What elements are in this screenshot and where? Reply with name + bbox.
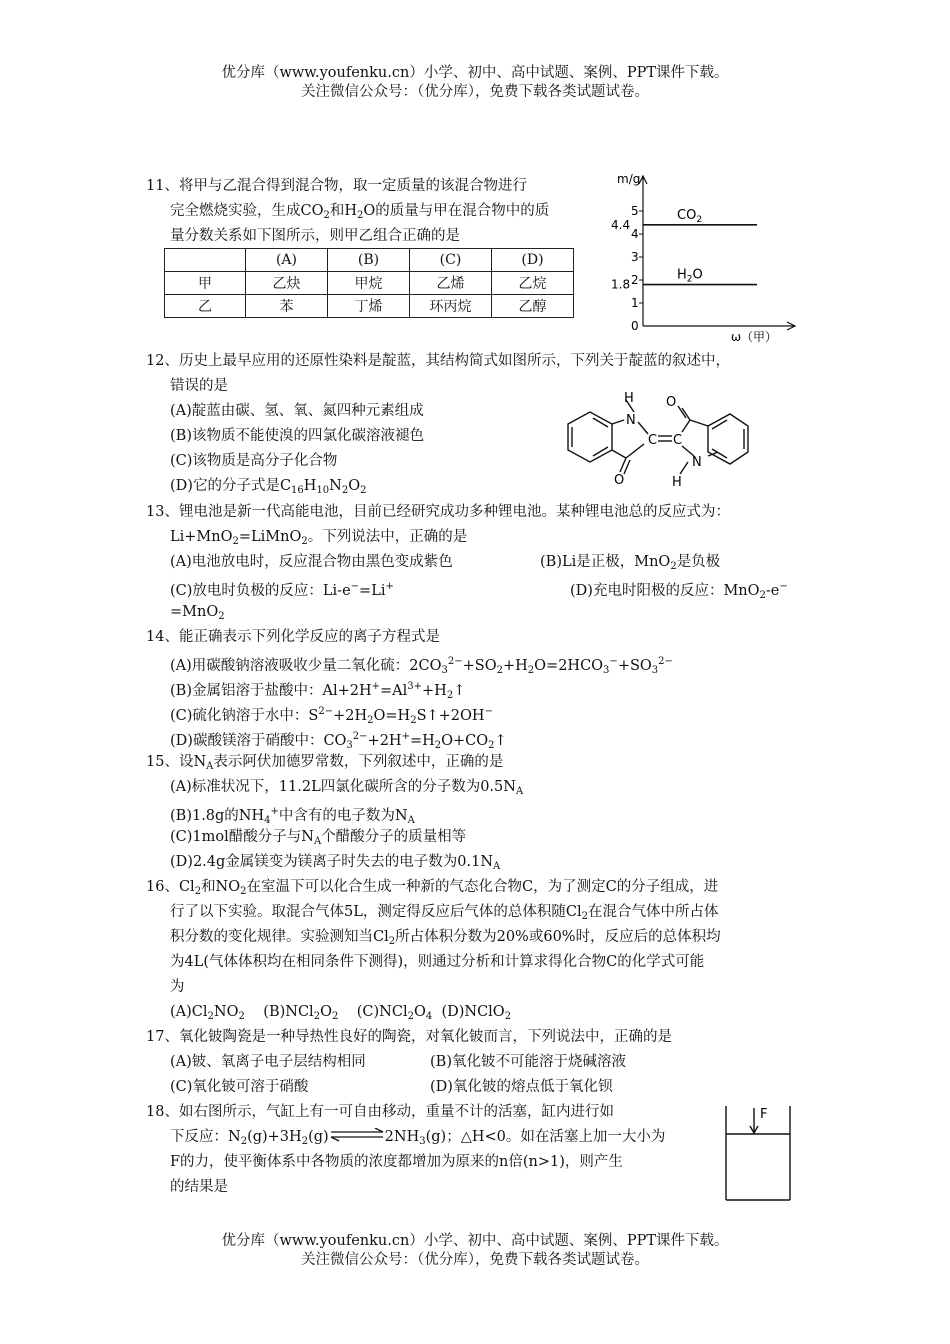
table-cell: 乙醇	[492, 295, 574, 318]
y-tick-0: 0	[631, 319, 639, 333]
q14-option-a: (A)用碳酸钠溶液吸收少量二氧化硫：$2CO_3^{2-}+SO_2+H_2O=2HCO_3^-+SO_3^{2-}$	[170, 656, 673, 676]
table-cell	[165, 249, 246, 272]
table-row	[165, 295, 574, 318]
q12-option-d: (D)它的分子式是$C_{16}H_{10}N_2O_2$	[170, 478, 367, 496]
left-benzene-ring	[568, 412, 612, 462]
q16-line-1: 16、$Cl_2$和$NO_2$在室温下可以化合生成一种新的气态化合物C，为了测定C的分子组成，进	[146, 879, 719, 897]
header-line-1: 优分库（www.youfenku.cn）小学、初中、高中试题、案例、PPT课件下载。	[221, 65, 729, 81]
q16-options: $(A)Cl_2NO_2$ $(B)NCl_2O_2$ $(C)NCl_2O_4$ (D)NClO$_2$	[170, 1004, 512, 1022]
c-atom-right: C	[673, 433, 683, 448]
table-row	[165, 249, 574, 272]
q12-option-a: (A)靛蓝由碳、氢、氧、氮四种元素组成	[170, 403, 424, 419]
y-axis-label: m/g	[617, 172, 641, 186]
q11-line-2: 完全燃烧实验，生成$CO_2$和$H_2O$的质量与甲在混合物中的质	[170, 203, 550, 221]
q13-option-d-cont: =MnO$_2$	[170, 604, 225, 622]
cylinder-diagram	[718, 1102, 798, 1204]
n-atom-right: N	[692, 455, 702, 470]
table-row	[165, 272, 574, 295]
q17-option-b: (B)氧化铍不可能溶于烧碱溶液	[430, 1054, 626, 1070]
q15-option-b: (B)1.8g的$NH_4^+$中含有的电子数为$N_A$	[170, 806, 415, 826]
q16-line-2: 行了以下实验。取混合气体5L，测定得反应后气体的总体积随$Cl_2$在混合气体中所占体	[170, 904, 719, 922]
y-tick-label: 3	[631, 250, 639, 264]
c-atom-left: C	[648, 433, 658, 448]
table-cell: (D)	[492, 249, 574, 272]
table-cell: 甲	[165, 272, 246, 295]
force-label: F	[760, 1107, 768, 1122]
q14-option-d: (D)碳酸镁溶于硝酸中：$CO_3^{2-}+2H^+=H_2O+CO_2↑$	[170, 731, 507, 751]
q15-line-1: 15、设$N_A$表示阿伏加德罗常数，下列叙述中，正确的是	[146, 754, 504, 772]
q18-line-3: F的力，使平衡体系中各物质的浓度都增加为原来的n倍(n>1)，则产生	[170, 1154, 623, 1170]
y-tick-label: 1	[631, 296, 639, 310]
h-atom-left: H	[624, 392, 634, 406]
table-cell: (B)	[328, 249, 410, 272]
q13-option-a: (A)电池放电时，反应混合物由黑色变成紫色	[170, 554, 453, 570]
q15-option-c: (C)1mol醋酸分子与$N_A$个醋酸分子的质量相等	[170, 829, 467, 847]
o-atom-right: O	[666, 395, 677, 410]
q16-line-4: 为4L(气体体积均在相同条件下测得)，则通过分析和计算求得化合物C的化学式可能	[170, 954, 705, 970]
y-tick-label: 5	[631, 204, 639, 218]
q12-line-2: 错误的是	[170, 378, 228, 394]
q13-option-c: (C)放电时负极的反应：Li-e−=Li+	[170, 581, 394, 599]
y-tick-label: 4	[631, 227, 639, 241]
table-cell: 乙烯	[410, 272, 492, 295]
table-cell: 乙	[165, 295, 246, 318]
q18-line-4: 的结果是	[170, 1179, 228, 1195]
q11-options-table	[164, 248, 574, 318]
value-tick-label: 4.4	[611, 217, 631, 232]
table-cell: 环丙烷	[410, 295, 492, 318]
x-axis-label: ω（甲）	[731, 330, 778, 344]
o-atom-left: O	[614, 473, 625, 488]
q12-option-b: (B)该物质不能使溴的四氯化碳溶液褪色	[170, 428, 424, 444]
q15-option-d: (D)2.4g金属镁变为镁离子时失去的电子数为$0.1N_A$	[170, 854, 501, 872]
q16-line-3: 积分数的变化规律。实验测知当$Cl_2$所占体积分数为20%或60%时，反应后的总体积均	[170, 929, 721, 947]
q13-option-d: (D)充电时阳极的反应：MnO$_2$-e−	[570, 581, 788, 601]
q16-line-5: 为	[170, 979, 185, 995]
q13-line-1: 13、锂电池是新一代高能电池，目前已经研究成功多种锂电池。某种锂电池总的反应式为：	[146, 504, 730, 520]
q18-line-2: 下反应：$N_2(g)+3H_2(g)$ $2NH_3(g)$；△H<0。如在活塞上加一大小为	[170, 1129, 666, 1147]
table-cell: 甲烷	[328, 272, 410, 295]
q13-option-b: (B)Li是正极，MnO$_2$是负极	[540, 554, 721, 572]
q12-option-c: (C)该物质是高分子化合物	[170, 453, 338, 469]
table-cell: (C)	[410, 249, 492, 272]
right-benzene-ring	[708, 414, 748, 464]
table-cell: 丁烯	[328, 295, 410, 318]
equilibrium-arrow-icon	[329, 1128, 385, 1142]
footer-line-1: 优分库（www.youfenku.cn）小学、初中、高中试题、案例、PPT课件下载。	[221, 1233, 729, 1249]
q11-line-3: 量分数关系如下图所示，则甲乙组合正确的是	[170, 228, 460, 244]
q14-option-b: (B)金属铝溶于盐酸中：$Al+2H^+=Al^{3+}+H_2↑$	[170, 681, 466, 701]
q14-option-c: (C)硫化钠溶于水中：$S^{2-}+2H_2O=H_2S↑+2OH^-$	[170, 706, 493, 726]
q17-option-c: (C)氧化铍可溶于硝酸	[170, 1079, 309, 1095]
q17-option-a: (A)铍、氧离子电子层结构相同	[170, 1054, 366, 1070]
header-line-2: 关注微信公众号：（优分库），免费下载各类试题试卷。	[301, 84, 649, 100]
q12-line-1: 12、历史上最早应用的还原性染料是靛蓝，其结构简式如图所示，下列关于靛蓝的叙述中，	[146, 353, 730, 369]
table-cell: 苯	[246, 295, 328, 318]
table-cell: 乙炔	[246, 272, 328, 295]
q17-line-1: 17、氧化铍陶瓷是一种导热性良好的陶瓷，对氧化铍而言，下列说法中，正确的是	[146, 1029, 672, 1045]
q11-line-1: 11、将甲与乙混合得到混合物，取一定质量的该混合物进行	[146, 178, 527, 194]
h-atom-right: H	[672, 475, 682, 490]
series-label-h2o: $H_2O$	[677, 267, 703, 285]
table-cell: (A)	[246, 249, 328, 272]
q17-option-d: (D)氧化铍的熔点低于氧化钡	[430, 1079, 613, 1095]
q18-line-1: 18、如右图所示，气缸上有一可自由移动，重量不计的活塞，缸内进行如	[146, 1104, 614, 1120]
q13-line-2: Li+MnO$_2$=LiMnO$_2$。下列说法中，正确的是	[170, 529, 468, 547]
q15-option-a: (A)标准状况下，11.2L四氯化碳所含的分子数为$0.5N_A$	[170, 779, 524, 797]
q11-chart	[605, 170, 805, 345]
n-atom-left: N	[626, 413, 636, 428]
value-tick-label: 1.8	[611, 277, 631, 292]
indigo-structure	[540, 392, 750, 492]
footer-line-2: 关注微信公众号：（优分库），免费下载各类试题试卷。	[301, 1252, 649, 1268]
series-label-co2: $CO_2$	[677, 207, 703, 225]
y-tick-label: 2	[631, 273, 639, 287]
table-cell: 乙烷	[492, 272, 574, 295]
q14-line-1: 14、能正确表示下列化学反应的离子方程式是	[146, 629, 440, 645]
